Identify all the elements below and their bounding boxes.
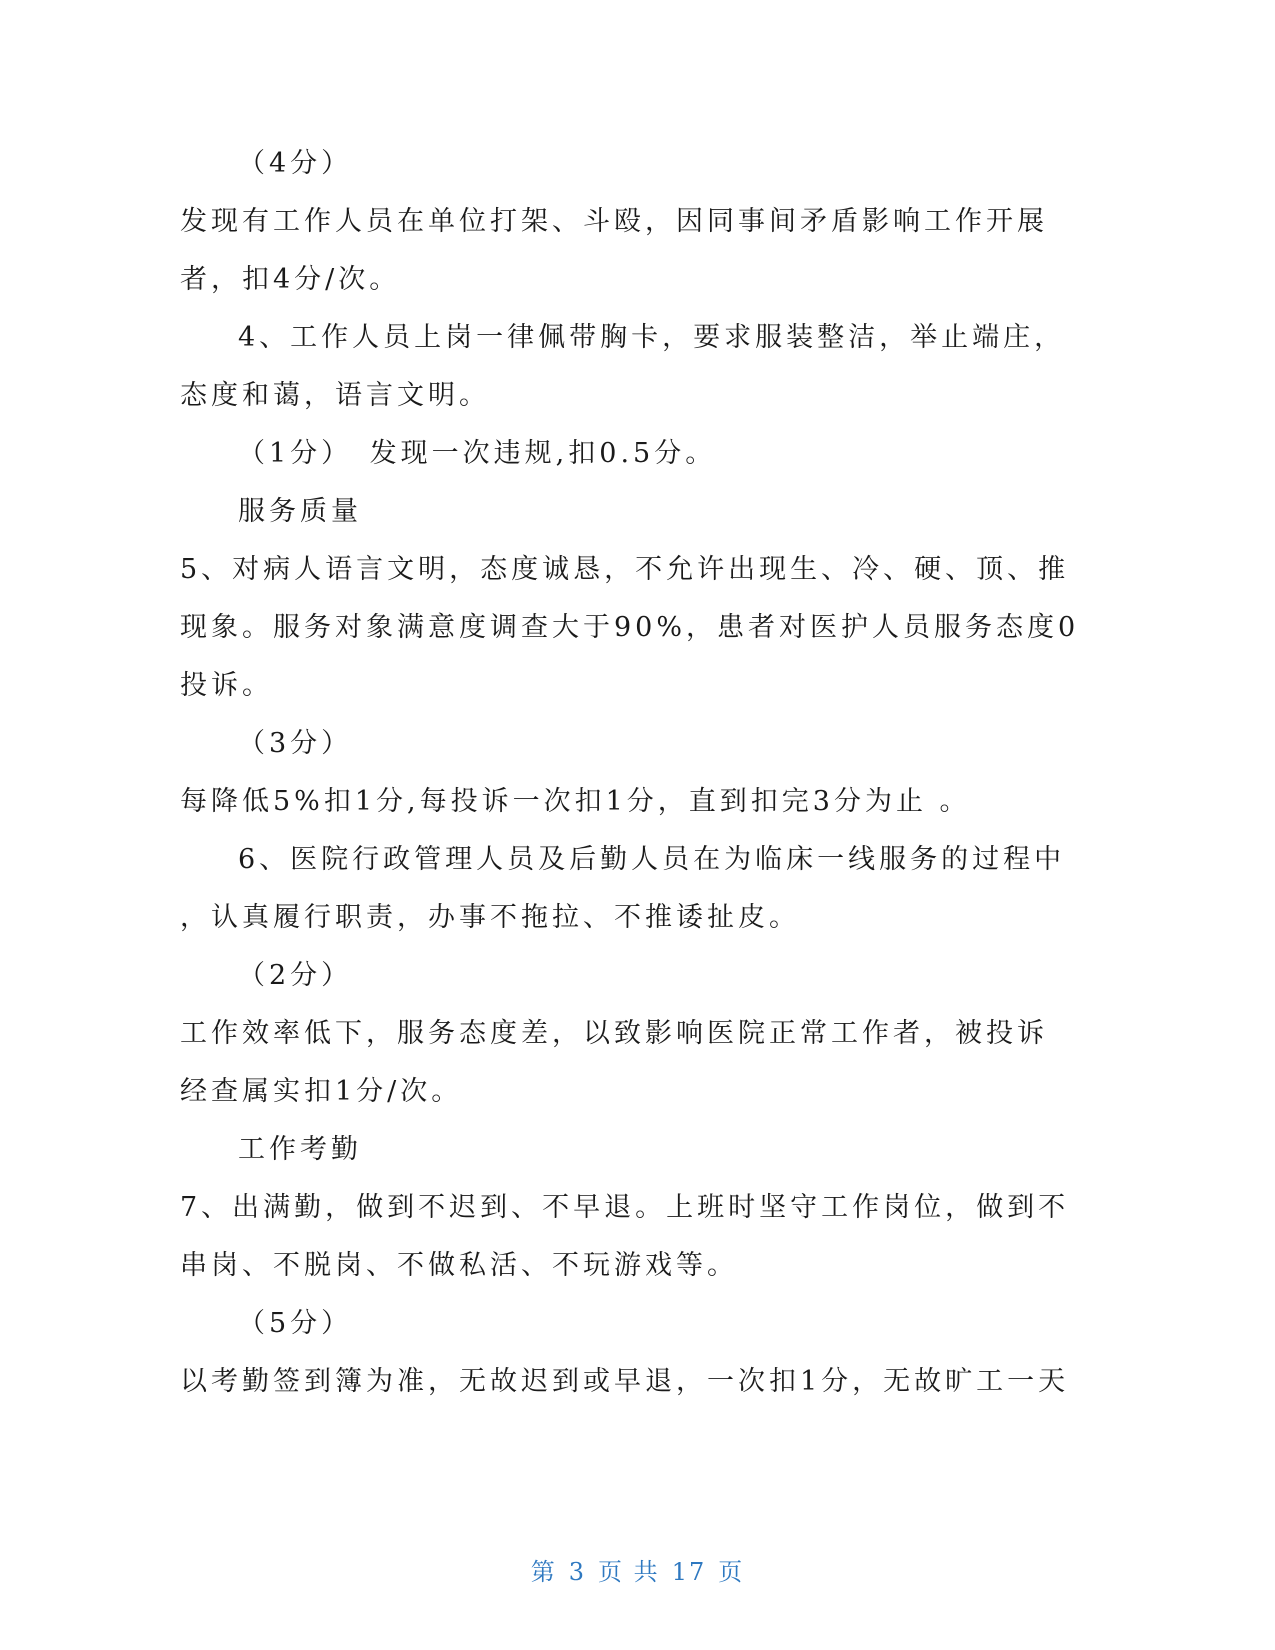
paragraph-line: 者，扣4分/次。 xyxy=(180,264,401,295)
score-note-4: （4分） xyxy=(238,148,353,179)
paragraph-line: ，认真履行职责，办事不拖拉、不推诿扯皮。 xyxy=(180,902,800,933)
paragraph-line: 串岗、不脱岗、不做私活、不玩游戏等。 xyxy=(180,1250,738,1281)
footer-label-page: 第 xyxy=(530,1558,557,1586)
footer-total-pages: 17 xyxy=(671,1558,707,1586)
footer-current-page: 3 xyxy=(568,1558,587,1586)
paragraph-line: 态度和蔼，语言文明。 xyxy=(180,380,490,411)
page-footer xyxy=(0,1552,1275,1587)
paragraph-line: 经查属实扣1分/次。 xyxy=(180,1076,463,1107)
paragraph-line: 以考勤签到簿为准，无故迟到或早退，一次扣1分，无故旷工一天 xyxy=(180,1366,1070,1397)
score-note-5: （5分） xyxy=(238,1308,353,1339)
section-heading-service-quality: 服务质量 xyxy=(238,496,362,527)
footer-label-of: 页 共 xyxy=(598,1558,660,1586)
paragraph-line: 投诉。 xyxy=(180,670,273,701)
score-note-1: （1分） 发现一次违规,扣0.5分。 xyxy=(238,438,717,469)
item-4-line: 4、工作人员上岗一律佩带胸卡，要求服装整洁，举止端庄， xyxy=(238,322,1066,353)
footer-label-end: 页 xyxy=(718,1558,745,1586)
score-note-2: （2分） xyxy=(238,960,353,991)
paragraph-line: 发现有工作人员在单位打架、斗殴，因同事间矛盾影响工作开展 xyxy=(180,206,1048,237)
paragraph-line: 现象。服务对象满意度调查大于90%，患者对医护人员服务态度0 xyxy=(180,612,1080,643)
score-note-3: （3分） xyxy=(238,728,353,759)
paragraph-line: 每降低5%扣1分,每投诉一次扣1分，直到扣完3分为止 。 xyxy=(180,786,971,817)
paragraph-line: 工作效率低下，服务态度差，以致影响医院正常工作者，被投诉 xyxy=(180,1018,1048,1049)
item-7-line: 7、出满勤，做到不迟到、不早退。上班时坚守工作岗位，做到不 xyxy=(180,1192,1070,1223)
item-6-line: 6、医院行政管理人员及后勤人员在为临床一线服务的过程中 xyxy=(238,844,1066,875)
item-5-line: 5、对病人语言文明，态度诚恳，不允许出现生、冷、硬、顶、推 xyxy=(180,554,1070,585)
section-heading-attendance: 工作考勤 xyxy=(238,1134,362,1165)
